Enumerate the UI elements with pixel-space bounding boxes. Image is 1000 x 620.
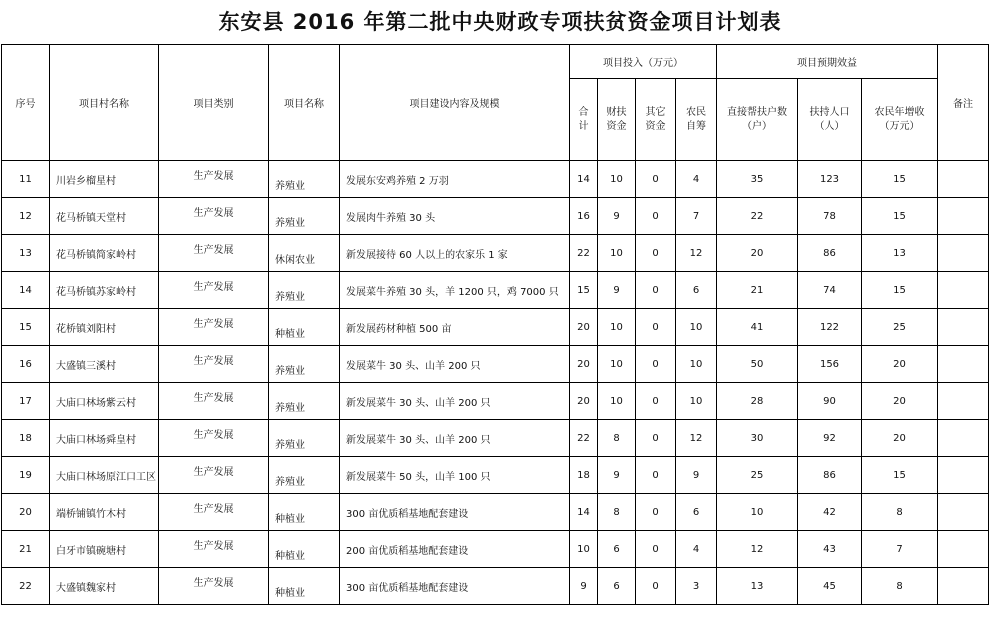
table-row — [2, 531, 989, 568]
cell-remark — [938, 309, 989, 346]
header-income-text: 农民年增收（万元） — [874, 106, 925, 132]
header-fiscal-text: 财扶资金 — [606, 106, 627, 132]
table-row — [2, 272, 989, 309]
header-farmer — [676, 79, 717, 161]
cell-remark — [938, 494, 989, 531]
cell-village: 端桥铺镇竹木村 — [50, 494, 159, 531]
cell-village: 花马桥镇简家岭村 — [50, 235, 159, 272]
cell-fiscal: 6 — [598, 568, 636, 605]
cell-total: 15 — [570, 272, 598, 309]
cell-village: 花马桥镇天堂村 — [50, 198, 159, 235]
cell-project-name — [269, 420, 340, 457]
header-other — [636, 79, 676, 161]
cell-people: 90 — [798, 383, 862, 420]
cell-content: 新发展接待 60 人以上的农家乐 1 家 — [340, 235, 570, 272]
cell-income: 13 — [862, 235, 938, 272]
cell-households: 30 — [717, 420, 798, 457]
cell-category-text: 生产发展 — [193, 541, 234, 552]
cell-content: 新发展菜牛 30 头、山羊 200 只 — [340, 383, 570, 420]
cell-seq: 20 — [2, 494, 50, 531]
cell-seq: 21 — [2, 531, 50, 568]
cell-farmer: 4 — [676, 161, 717, 198]
cell-people: 86 — [798, 235, 862, 272]
cell-total: 9 — [570, 568, 598, 605]
cell-income: 8 — [862, 494, 938, 531]
header-benefit-group: 项目预期效益 — [717, 45, 938, 79]
header-people — [798, 79, 862, 161]
cell-households: 20 — [717, 235, 798, 272]
cell-other: 0 — [636, 198, 676, 235]
cell-category-text: 生产发展 — [193, 393, 234, 404]
cell-project-name — [269, 457, 340, 494]
cell-farmer: 12 — [676, 420, 717, 457]
cell-total: 10 — [570, 531, 598, 568]
cell-households: 13 — [717, 568, 798, 605]
table-row — [2, 420, 989, 457]
cell-farmer: 12 — [676, 235, 717, 272]
cell-project-name — [269, 568, 340, 605]
cell-category — [159, 420, 269, 457]
cell-farmer: 6 — [676, 494, 717, 531]
cell-remark — [938, 235, 989, 272]
cell-project-name-text: 种植业 — [275, 514, 305, 525]
cell-category — [159, 531, 269, 568]
cell-seq: 14 — [2, 272, 50, 309]
cell-category-text: 生产发展 — [193, 282, 234, 293]
cell-village: 花桥镇刘阳村 — [50, 309, 159, 346]
cell-village: 川岩乡榴星村 — [50, 161, 159, 198]
cell-farmer: 10 — [676, 346, 717, 383]
cell-households: 21 — [717, 272, 798, 309]
header-people-text: 扶持人口（人） — [809, 106, 850, 132]
cell-project-name — [269, 494, 340, 531]
cell-other: 0 — [636, 309, 676, 346]
cell-other: 0 — [636, 235, 676, 272]
cell-total: 20 — [570, 309, 598, 346]
cell-fiscal: 8 — [598, 494, 636, 531]
cell-remark — [938, 346, 989, 383]
cell-seq: 12 — [2, 198, 50, 235]
cell-fiscal: 9 — [598, 272, 636, 309]
cell-income: 15 — [862, 198, 938, 235]
cell-other: 0 — [636, 531, 676, 568]
cell-fiscal: 10 — [598, 161, 636, 198]
header-households-text: 直接帮扶户数（户） — [727, 106, 787, 132]
cell-other: 0 — [636, 161, 676, 198]
cell-project-name-text: 养殖业 — [275, 477, 305, 488]
cell-people: 86 — [798, 457, 862, 494]
cell-project-name-text: 种植业 — [275, 329, 305, 340]
header-remark: 备注 — [938, 45, 989, 161]
cell-category — [159, 568, 269, 605]
project-plan-table — [1, 44, 989, 605]
cell-project-name — [269, 531, 340, 568]
cell-other: 0 — [636, 494, 676, 531]
cell-fiscal: 10 — [598, 383, 636, 420]
cell-category-text: 生产发展 — [193, 504, 234, 515]
cell-farmer: 4 — [676, 531, 717, 568]
cell-households: 10 — [717, 494, 798, 531]
cell-income: 25 — [862, 309, 938, 346]
cell-remark — [938, 420, 989, 457]
cell-project-name-text: 种植业 — [275, 588, 305, 599]
table-row — [2, 235, 989, 272]
cell-content: 新发展菜牛 50 头，山羊 100 只 — [340, 457, 570, 494]
cell-fiscal: 6 — [598, 531, 636, 568]
cell-content: 300 亩优质稻基地配套建设 — [340, 568, 570, 605]
cell-fiscal: 10 — [598, 309, 636, 346]
cell-households: 28 — [717, 383, 798, 420]
cell-farmer: 9 — [676, 457, 717, 494]
table-row — [2, 383, 989, 420]
cell-people: 122 — [798, 309, 862, 346]
cell-category-text: 生产发展 — [193, 319, 234, 330]
cell-total: 20 — [570, 346, 598, 383]
cell-content: 新发展菜牛 30 头、山羊 200 只 — [340, 420, 570, 457]
cell-project-name-text: 休闲农业 — [275, 255, 315, 266]
cell-income: 20 — [862, 383, 938, 420]
cell-households: 50 — [717, 346, 798, 383]
cell-total: 18 — [570, 457, 598, 494]
cell-people: 123 — [798, 161, 862, 198]
cell-project-name-text: 养殖业 — [275, 440, 305, 451]
cell-other: 0 — [636, 457, 676, 494]
cell-total: 14 — [570, 161, 598, 198]
cell-village: 大庙口林场紫云村 — [50, 383, 159, 420]
header-project-name: 项目名称 — [269, 45, 340, 161]
cell-income: 7 — [862, 531, 938, 568]
cell-seq: 15 — [2, 309, 50, 346]
cell-other: 0 — [636, 383, 676, 420]
cell-project-name-text: 养殖业 — [275, 292, 305, 303]
cell-project-name-text: 种植业 — [275, 551, 305, 562]
cell-seq: 16 — [2, 346, 50, 383]
cell-category — [159, 346, 269, 383]
cell-content: 300 亩优质稻基地配套建设 — [340, 494, 570, 531]
cell-category-text: 生产发展 — [193, 245, 234, 256]
cell-other: 0 — [636, 346, 676, 383]
cell-other: 0 — [636, 272, 676, 309]
cell-people: 92 — [798, 420, 862, 457]
cell-households: 41 — [717, 309, 798, 346]
cell-income: 20 — [862, 346, 938, 383]
cell-content: 200 亩优质稻基地配套建设 — [340, 531, 570, 568]
cell-people: 78 — [798, 198, 862, 235]
cell-income: 8 — [862, 568, 938, 605]
cell-project-name-text: 养殖业 — [275, 181, 305, 192]
cell-village: 大盛镇魏家村 — [50, 568, 159, 605]
cell-income: 20 — [862, 420, 938, 457]
cell-households: 35 — [717, 161, 798, 198]
header-content: 项目建设内容及规模 — [340, 45, 570, 161]
cell-fiscal: 9 — [598, 198, 636, 235]
header-seq: 序号 — [2, 45, 50, 161]
cell-income: 15 — [862, 161, 938, 198]
cell-village: 大庙口林场原江口工区 — [50, 457, 159, 494]
cell-income: 15 — [862, 457, 938, 494]
cell-farmer: 7 — [676, 198, 717, 235]
cell-category — [159, 235, 269, 272]
cell-category-text: 生产发展 — [193, 171, 234, 182]
cell-remark — [938, 531, 989, 568]
cell-category — [159, 494, 269, 531]
header-total-text: 合计 — [578, 106, 589, 132]
cell-other: 0 — [636, 420, 676, 457]
cell-farmer: 3 — [676, 568, 717, 605]
cell-project-name — [269, 198, 340, 235]
cell-seq: 13 — [2, 235, 50, 272]
cell-other: 0 — [636, 568, 676, 605]
cell-project-name — [269, 161, 340, 198]
cell-seq: 22 — [2, 568, 50, 605]
cell-project-name-text: 养殖业 — [275, 403, 305, 414]
cell-project-name — [269, 383, 340, 420]
cell-village: 大盛镇三溪村 — [50, 346, 159, 383]
cell-village: 大庙口林场舜皇村 — [50, 420, 159, 457]
cell-seq: 11 — [2, 161, 50, 198]
cell-people: 43 — [798, 531, 862, 568]
cell-fiscal: 10 — [598, 346, 636, 383]
table-row — [2, 309, 989, 346]
cell-fiscal: 10 — [598, 235, 636, 272]
cell-project-name-text: 养殖业 — [275, 218, 305, 229]
header-fiscal — [598, 79, 636, 161]
header-category: 项目类别 — [159, 45, 269, 161]
table-row — [2, 346, 989, 383]
cell-remark — [938, 383, 989, 420]
cell-people: 42 — [798, 494, 862, 531]
cell-total: 16 — [570, 198, 598, 235]
cell-fiscal: 8 — [598, 420, 636, 457]
cell-remark — [938, 568, 989, 605]
cell-total: 20 — [570, 383, 598, 420]
cell-people: 74 — [798, 272, 862, 309]
cell-households: 25 — [717, 457, 798, 494]
cell-content: 发展肉牛养殖 30 头 — [340, 198, 570, 235]
cell-total: 22 — [570, 420, 598, 457]
cell-content: 发展菜牛 30 头、山羊 200 只 — [340, 346, 570, 383]
table-row — [2, 161, 989, 198]
cell-category — [159, 383, 269, 420]
cell-total: 22 — [570, 235, 598, 272]
cell-project-name — [269, 235, 340, 272]
header-households — [717, 79, 798, 161]
cell-content: 新发展药材种植 500 亩 — [340, 309, 570, 346]
cell-households: 22 — [717, 198, 798, 235]
table-row — [2, 198, 989, 235]
cell-households: 12 — [717, 531, 798, 568]
cell-fiscal: 9 — [598, 457, 636, 494]
header-total — [570, 79, 598, 161]
cell-village: 白牙市镇碗塘村 — [50, 531, 159, 568]
cell-farmer: 10 — [676, 309, 717, 346]
cell-category — [159, 198, 269, 235]
cell-category-text: 生产发展 — [193, 208, 234, 219]
cell-people: 45 — [798, 568, 862, 605]
cell-total: 14 — [570, 494, 598, 531]
cell-farmer: 6 — [676, 272, 717, 309]
cell-remark — [938, 198, 989, 235]
cell-farmer: 10 — [676, 383, 717, 420]
cell-seq: 17 — [2, 383, 50, 420]
cell-category-text: 生产发展 — [193, 356, 234, 367]
cell-category — [159, 272, 269, 309]
cell-project-name-text: 养殖业 — [275, 366, 305, 377]
cell-seq: 19 — [2, 457, 50, 494]
cell-income: 15 — [862, 272, 938, 309]
cell-remark — [938, 161, 989, 198]
cell-people: 156 — [798, 346, 862, 383]
table-row — [2, 494, 989, 531]
header-other-text: 其它资金 — [645, 106, 666, 132]
cell-project-name — [269, 272, 340, 309]
cell-seq: 18 — [2, 420, 50, 457]
header-investment-group: 项目投入（万元） — [570, 45, 717, 79]
cell-category — [159, 309, 269, 346]
cell-remark — [938, 457, 989, 494]
cell-category — [159, 457, 269, 494]
page-title: 东安县 2016 年第二批中央财政专项扶贫资金项目计划表 — [218, 10, 782, 34]
header-farmer-text: 农民自筹 — [686, 106, 706, 132]
cell-category-text: 生产发展 — [193, 578, 234, 589]
cell-remark — [938, 272, 989, 309]
cell-content: 发展菜牛养殖 30 头，羊 1200 只，鸡 7000 只 — [340, 272, 570, 309]
cell-project-name — [269, 346, 340, 383]
cell-content: 发展东安鸡养殖 2 万羽 — [340, 161, 570, 198]
cell-category-text: 生产发展 — [193, 467, 234, 478]
cell-project-name — [269, 309, 340, 346]
table-row — [2, 457, 989, 494]
header-income — [862, 79, 938, 161]
cell-category-text: 生产发展 — [193, 430, 234, 441]
cell-category — [159, 161, 269, 198]
cell-village: 花马桥镇苏家岭村 — [50, 272, 159, 309]
table-row — [2, 568, 989, 605]
header-village: 项目村名称 — [50, 45, 159, 161]
